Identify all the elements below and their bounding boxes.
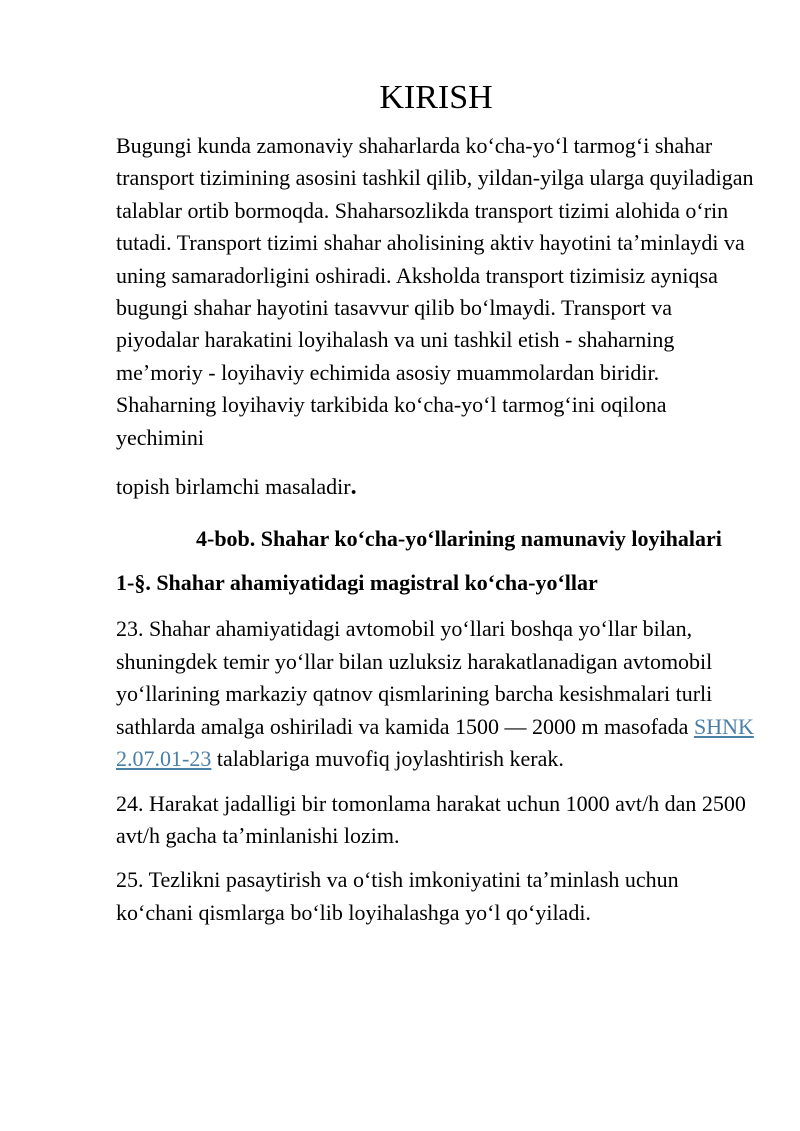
intro-paragraph (116, 130, 756, 503)
paragraph-23-text-before: 23. Shahar ahamiyatidagi avtomobil yoʻllari boshqa yoʻllar bilan, shuningdek temir yoʻllar bilan uzluksiz harakatlanadigan avtomobil yoʻllarining markaziy qatnov qismlarining barcha kesishmalari turli sathlarda amalga oshiriladi va kamida 1500 — 2000 m masofada (116, 616, 713, 739)
paragraph-23 (116, 613, 756, 775)
chapter-heading: 4-bob. Shahar koʻcha-yoʻllarining namunaviy loyihalari (196, 526, 722, 552)
intro-last-line (116, 471, 756, 503)
paragraph-24: 24. Harakat jadalligi bir tomonlama harakat uchun 1000 avt/h dan 2500 avt/h gacha taʼminlanishi lozim. (116, 790, 746, 848)
intro-last-line-text: topish birlamchi masaladir (116, 474, 351, 500)
paragraph-25: 25. Tezlikni pasaytirish va oʻtish imkoniyatini taʼminlash uchun koʻchani qismlarga boʻlib loyihalashga yoʻl qoʻyiladi. (116, 867, 679, 925)
section-heading: 1-§. Shahar ahamiyatidagi magistral koʻcha-yoʻllar (116, 570, 598, 596)
document-page (116, 72, 756, 929)
shnk-link[interactable]: SHNK 2.07.01-23 (116, 713, 754, 772)
paragraph-23-text-after: talablariga muvofiq joylashtirish kerak. (211, 746, 564, 772)
intro-body-text: Bugungi kunda zamonaviy shaharlarda koʻcha-yoʻl tarmogʻi shahar transport tizimining asosini tashkil qilib, yildan-yilga ularga quyiladigan talablar ortib bormoqda. Shaharsozlikda transport tizimi alohida oʻrin tutadi. Transport tizimi shahar aholisining aktiv hayotini taʼminlaydi va uning samaradorligini oshiradi. Aksholda transport tizimisiz ayniqsa bugungi shahar hayotini tasavvur qilib boʻlmaydi. Transport va piyodalar harakatini loyihalash va uni tashkil etish - shaharning meʼmoriy - loyihaviy echimida asosiy muammolardan biridir. Shaharning loyihaviy tarkibida koʻcha-yoʻl tarmogʻini oqilona yechimini (116, 133, 754, 450)
intro-end-mark: . (350, 474, 357, 501)
page-title: KIRISH (379, 79, 493, 116)
